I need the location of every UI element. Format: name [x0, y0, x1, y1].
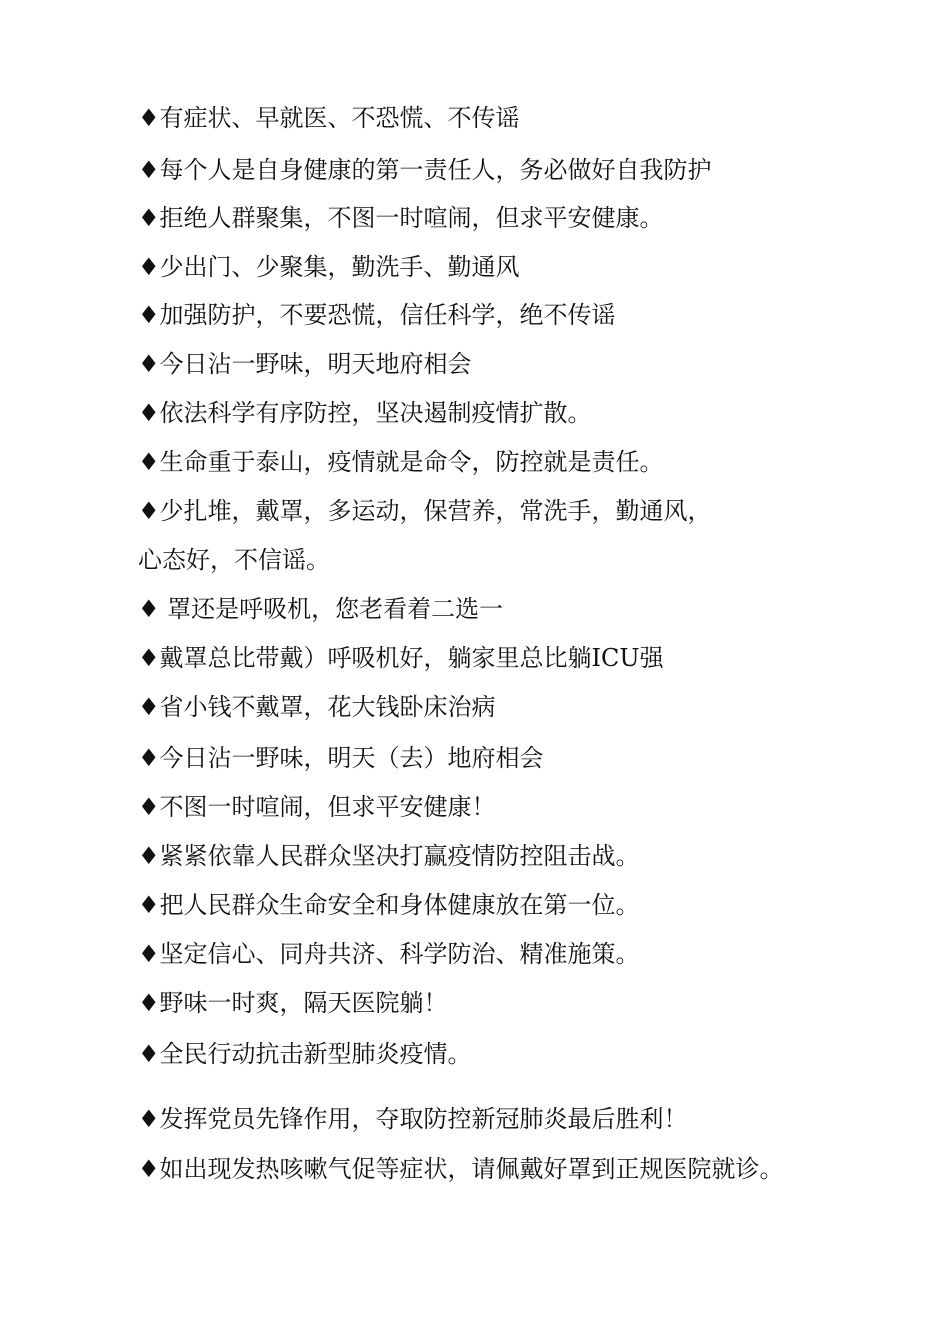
slogan-line: ♦紧紧依靠人民群众坚决打赢疫情防控阻击战。 — [138, 842, 640, 870]
slogan-line: ♦少扎堆，戴罩，多运动，保营养，常洗手，勤通风， — [138, 497, 712, 525]
slogan-line: ♦发挥党员先锋作用，夺取防控新冠肺炎最后胜利！ — [138, 1105, 688, 1133]
slogan-line: ♦加强防护，不要恐慌，信任科学，绝不传谣 — [138, 301, 616, 329]
slogan-line: ♦今日沾一野味，明天地府相会 — [138, 350, 472, 378]
slogan-line: ♦依法科学有序防控，坚决遏制疫情扩散。 — [138, 399, 592, 427]
slogan-line: ♦野味一时爽，隔天医院躺！ — [138, 989, 448, 1017]
slogan-line: ♦生命重于泰山，疫情就是命令，防控就是责任。 — [138, 448, 664, 476]
slogan-line: ♦全民行动抗击新型肺炎疫情。 — [138, 1040, 472, 1068]
slogan-line: ♦坚定信心、同舟共济、科学防治、精准施策。 — [138, 940, 640, 968]
slogan-line: ♦少出门、少聚集，勤洗手、勤通风 — [138, 253, 520, 281]
slogan-line: ♦拒绝人群聚集，不图一时喧闹，但求平安健康。 — [138, 204, 664, 232]
slogan-line: ♦ 罩还是呼吸机，您老看着二选一 — [138, 595, 504, 623]
slogan-line: ♦把人民群众生命安全和身体健康放在第一位。 — [138, 891, 640, 919]
slogan-line: ♦如出现发热咳嗽气促等症状，请佩戴好罩到正规医院就诊。 — [138, 1155, 784, 1183]
slogan-line: ♦戴罩总比带戴）呼吸机好，躺家里总比躺ICU强 — [138, 644, 664, 672]
slogan-line: ♦每个人是自身健康的第一责任人，务必做好自我防护 — [138, 156, 712, 184]
slogan-line-continuation: 心态好，不信谣。 — [138, 546, 330, 574]
slogan-line: ♦不图一时喧闹，但求平安健康！ — [138, 793, 496, 821]
slogan-line: ♦有症状、早就医、不恐慌、不传谣 — [138, 104, 520, 132]
slogan-line: ♦今日沾一野味，明天（去）地府相会 — [138, 744, 544, 772]
slogan-line: ♦省小钱不戴罩，花大钱卧床治病 — [138, 693, 496, 721]
